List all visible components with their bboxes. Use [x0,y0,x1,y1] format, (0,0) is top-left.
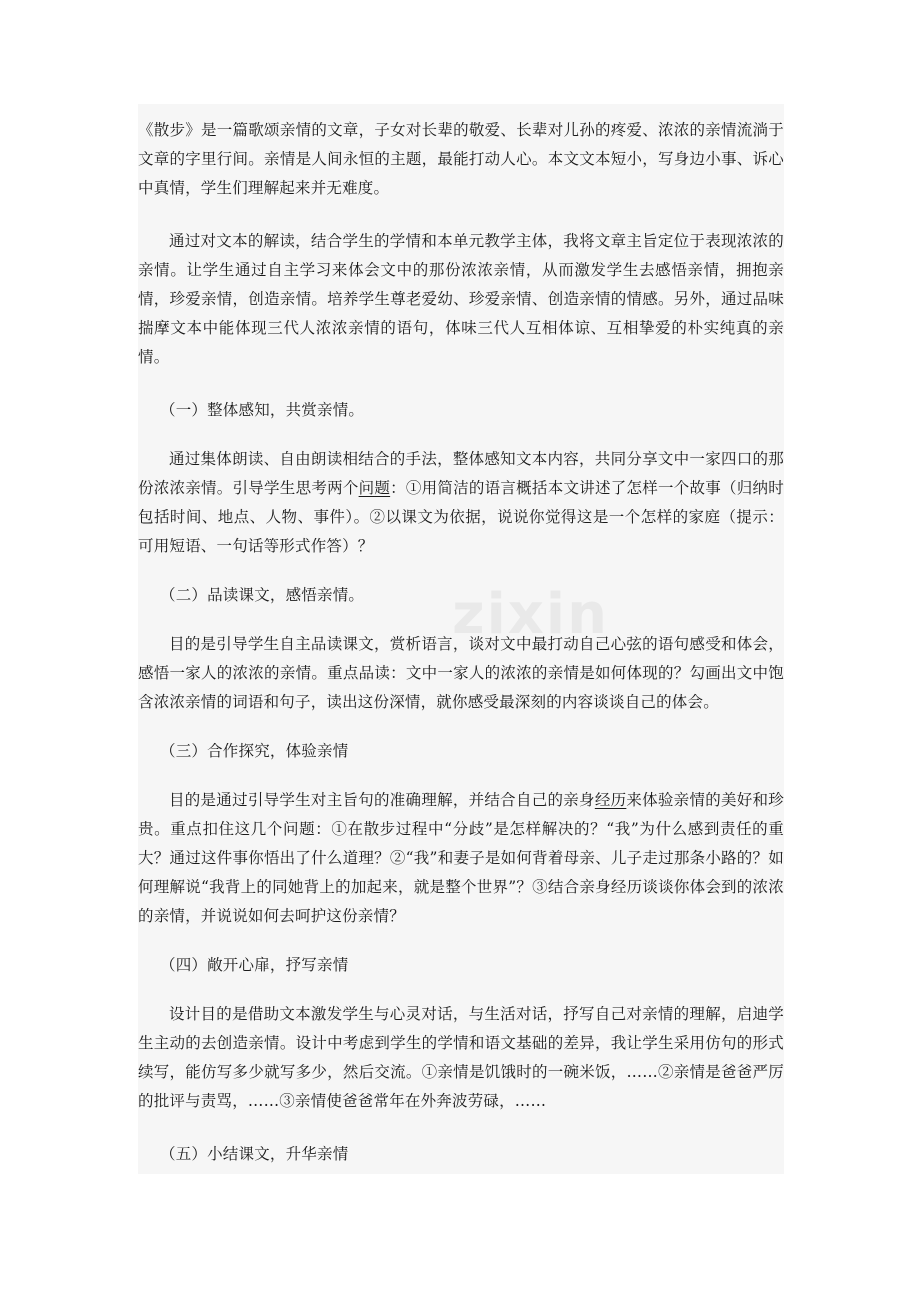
paragraph-section-4: 设计目的是借助文本激发学生与心灵对话，与生活对话，抒写自己对亲情的理解，启迪学生主动的去创造亲情。设计中考虑到学生的学情和语文基础的差异，我让学生采用仿句的形式续写，能仿写多少就写多少，然后交流。①亲情是饥饿时的一碗米饭，……②亲情是爸爸严厉的批评与责骂，……③亲情使爸爸常年在外奔波劳碌，…… [138,1005,784,1110]
paragraph-section-2: 目的是引导学生自主品读课文，赏析语言，谈对文中最打动自己心弦的语句感受和体会，感悟一家人的浓浓的亲情。重点品读：文中一家人的浓浓的亲情是如何体现的？勾画出文中饱含浓浓亲情的词语和句子，读出这份深情，就你感受最深刻的内容谈谈自己的体会。 [138,635,784,711]
section-heading-3: （三）合作探究，体验亲情 [160,742,349,760]
paragraph-section-3 [138,786,784,931]
document-page [138,104,784,1174]
underlined-term-jingli: 经历 [594,791,627,809]
section-heading-1: （一）整体感知，共赏亲情。 [160,401,365,419]
paragraph-section-1-part-a: 通过集体朗读、自由朗读相结合的手法，整体感知文本内容，共同分享文中一家四口的那份浓浓亲情。引导学生思考两个 [138,450,784,497]
paragraph-section-1-part-b: ：①用简洁的语言概括本文讲述了怎样一个故事（归纳时包括时间、地点、人物、事件）。②以课文为依据，说说你觉得这是一个怎样的家庭（提示：可用短语、一句话等形式作答）？ [138,479,784,555]
paragraph-section-3-part-a: 目的是通过引导学生对主旨句的准确理解，并结合自己的亲身 [169,791,595,809]
paragraph-section-3-part-b: 来体验亲情的美好和珍贵。重点扣住这几个问题：①在散步过程中“分歧”是怎样解决的？“我”为什么感到责任的重大？通过这件事你悟出了什么道理？②“我”和妻子是如何背着母亲、儿子走过那条小路的？如何理解说“我背上的同她背上的加起来，就是整个世界”？③结合亲身经历谈谈你体会到的浓浓的亲情，并说说如何去呵护这份亲情？ [138,791,784,925]
section-heading-4: （四）敞开心扉，抒写亲情 [160,956,349,974]
paragraph-intro: 《散步》是一篇歌颂亲情的文章，子女对长辈的敬爱、长辈对儿孙的疼爱、浓浓的亲情流淌于文章的字里行间。亲情是人间永恒的主题，最能打动人心。本文文本短小，写身边小事、诉心中真情，学生们理解起来并无难度。 [138,121,784,197]
section-heading-5: （五）小结课文，升华亲情 [160,1145,349,1163]
paragraph-section-1 [138,445,784,561]
paragraph-theme: 通过对文本的解读，结合学生的学情和本单元教学主体，我将文章主旨定位于表现浓浓的亲情。让学生通过自主学习来体会文中的那份浓浓亲情，从而激发学生去感悟亲情，拥抱亲情，珍爱亲情，创造亲情。培养学生尊老爱幼、珍爱亲情、创造亲情的情感。另外，通过品味揣摩文本中能体现三代人浓浓亲情的语句，体味三代人互相体谅、互相挚爱的朴实纯真的亲情。 [138,232,784,366]
section-heading-2: （二）品读课文，感悟亲情。 [160,586,365,604]
underlined-term-wenti: 问题 [358,479,391,497]
document-body [138,116,784,1169]
